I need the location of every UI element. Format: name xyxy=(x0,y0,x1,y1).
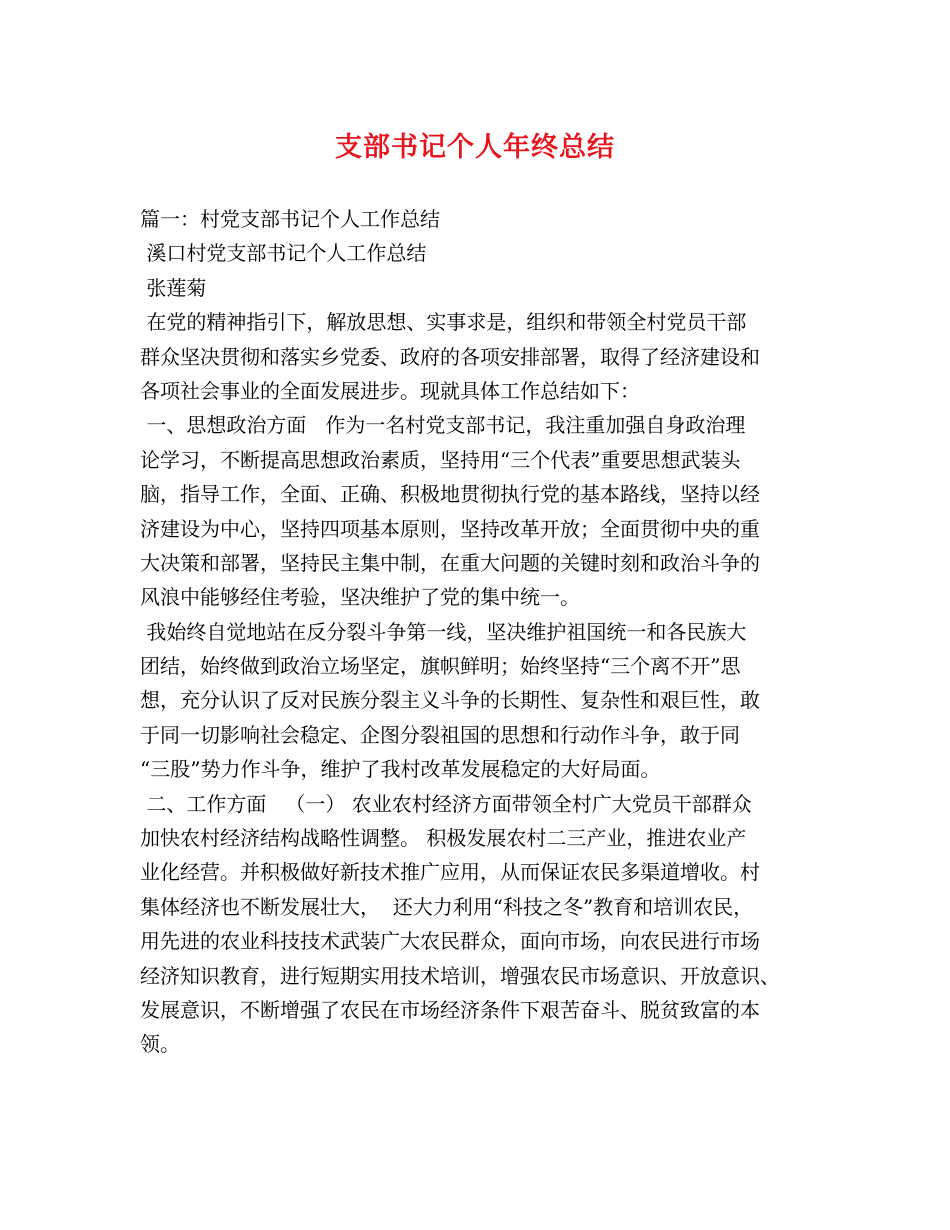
paragraph-line: “三股”势力作斗争，维护了我村改革发展稳定的大好局面。 xyxy=(140,757,661,782)
section-heading: 篇一：村党支部书记个人工作总结 xyxy=(140,207,440,231)
paragraph-line: 论学习，不断提高思想政治素质，坚持用“三个代表”重要思想武装头 xyxy=(140,447,741,472)
author: 张莲菊 xyxy=(140,275,207,300)
paragraph-line: 想，充分认识了反对民族分裂主义斗争的长期性、复杂性和艰巨性，敢 xyxy=(140,688,760,713)
paragraph-line: 群众坚决贯彻和落实乡党委、政府的各项安排部署，取得了经济建设和 xyxy=(140,344,760,369)
subtitle: 溪口村党支部书记个人工作总结 xyxy=(140,241,427,266)
document-title: 支部书记个人年终总结 xyxy=(335,132,615,163)
paragraph-line: 大决策和部署，坚持民主集中制，在重大问题的关键时刻和政治斗争的 xyxy=(140,550,760,575)
paragraph-line: 在党的精神指引下，解放思想、实事求是，组织和带领全村党员干部 xyxy=(140,310,747,335)
paragraph-line: 一、思想政治方面 作为一名村党支部书记，我注重加强自身政治理 xyxy=(140,413,746,438)
paragraph-line: 团结，始终做到政治立场坚定，旗帜鲜明；始终坚持“三个离不开”思 xyxy=(140,654,741,679)
paragraph-line: 经济知识教育，进行短期实用技术培训，增强农民市场意识、开放意识、 xyxy=(140,963,780,988)
paragraph-line: 集体经济也不断发展壮大， 还大力利用“科技之冬”教育和培训农民， xyxy=(140,894,754,919)
paragraph-line: 脑，指导工作，全面、正确、积极地贯彻执行党的基本路线，坚持以经 xyxy=(140,482,760,507)
paragraph-line: 二、工作方面 （一） 农业农村经济方面带领全村广大党员干部群众 xyxy=(140,791,752,816)
paragraph-line: 发展意识，不断增强了农民在市场经济条件下艰苦奋斗、脱贫致富的本 xyxy=(140,997,760,1022)
paragraph-line: 各项社会事业的全面发展进步。现就具体工作总结如下： xyxy=(140,378,640,403)
document-body xyxy=(140,202,822,1062)
paragraph-line: 加快农村经济结构战略性调整。 积极发展农村二三产业，推进农业产 xyxy=(140,826,747,851)
paragraph-line: 领。 xyxy=(140,1032,180,1057)
paragraph-line: 业化经营。并积极做好新技术推广应用，从而保证农民多渠道增收。村 xyxy=(140,860,760,885)
paragraph-line: 风浪中能够经住考验，坚决维护了党的集中统一。 xyxy=(140,585,580,610)
paragraph-line: 于同一切影响社会稳定、企图分裂祖国的思想和行动作斗争，敢于同 xyxy=(140,722,740,747)
paragraph-line: 用先进的农业科技技术武装广大农民群众，面向市场，向农民进行市场 xyxy=(140,929,760,954)
paragraph-line: 济建设为中心，坚持四项基本原则，坚持改革开放；全面贯彻中央的重 xyxy=(140,516,760,541)
paragraph-line: 我始终自觉地站在反分裂斗争第一线，坚决维护祖国统一和各民族大 xyxy=(140,619,747,644)
